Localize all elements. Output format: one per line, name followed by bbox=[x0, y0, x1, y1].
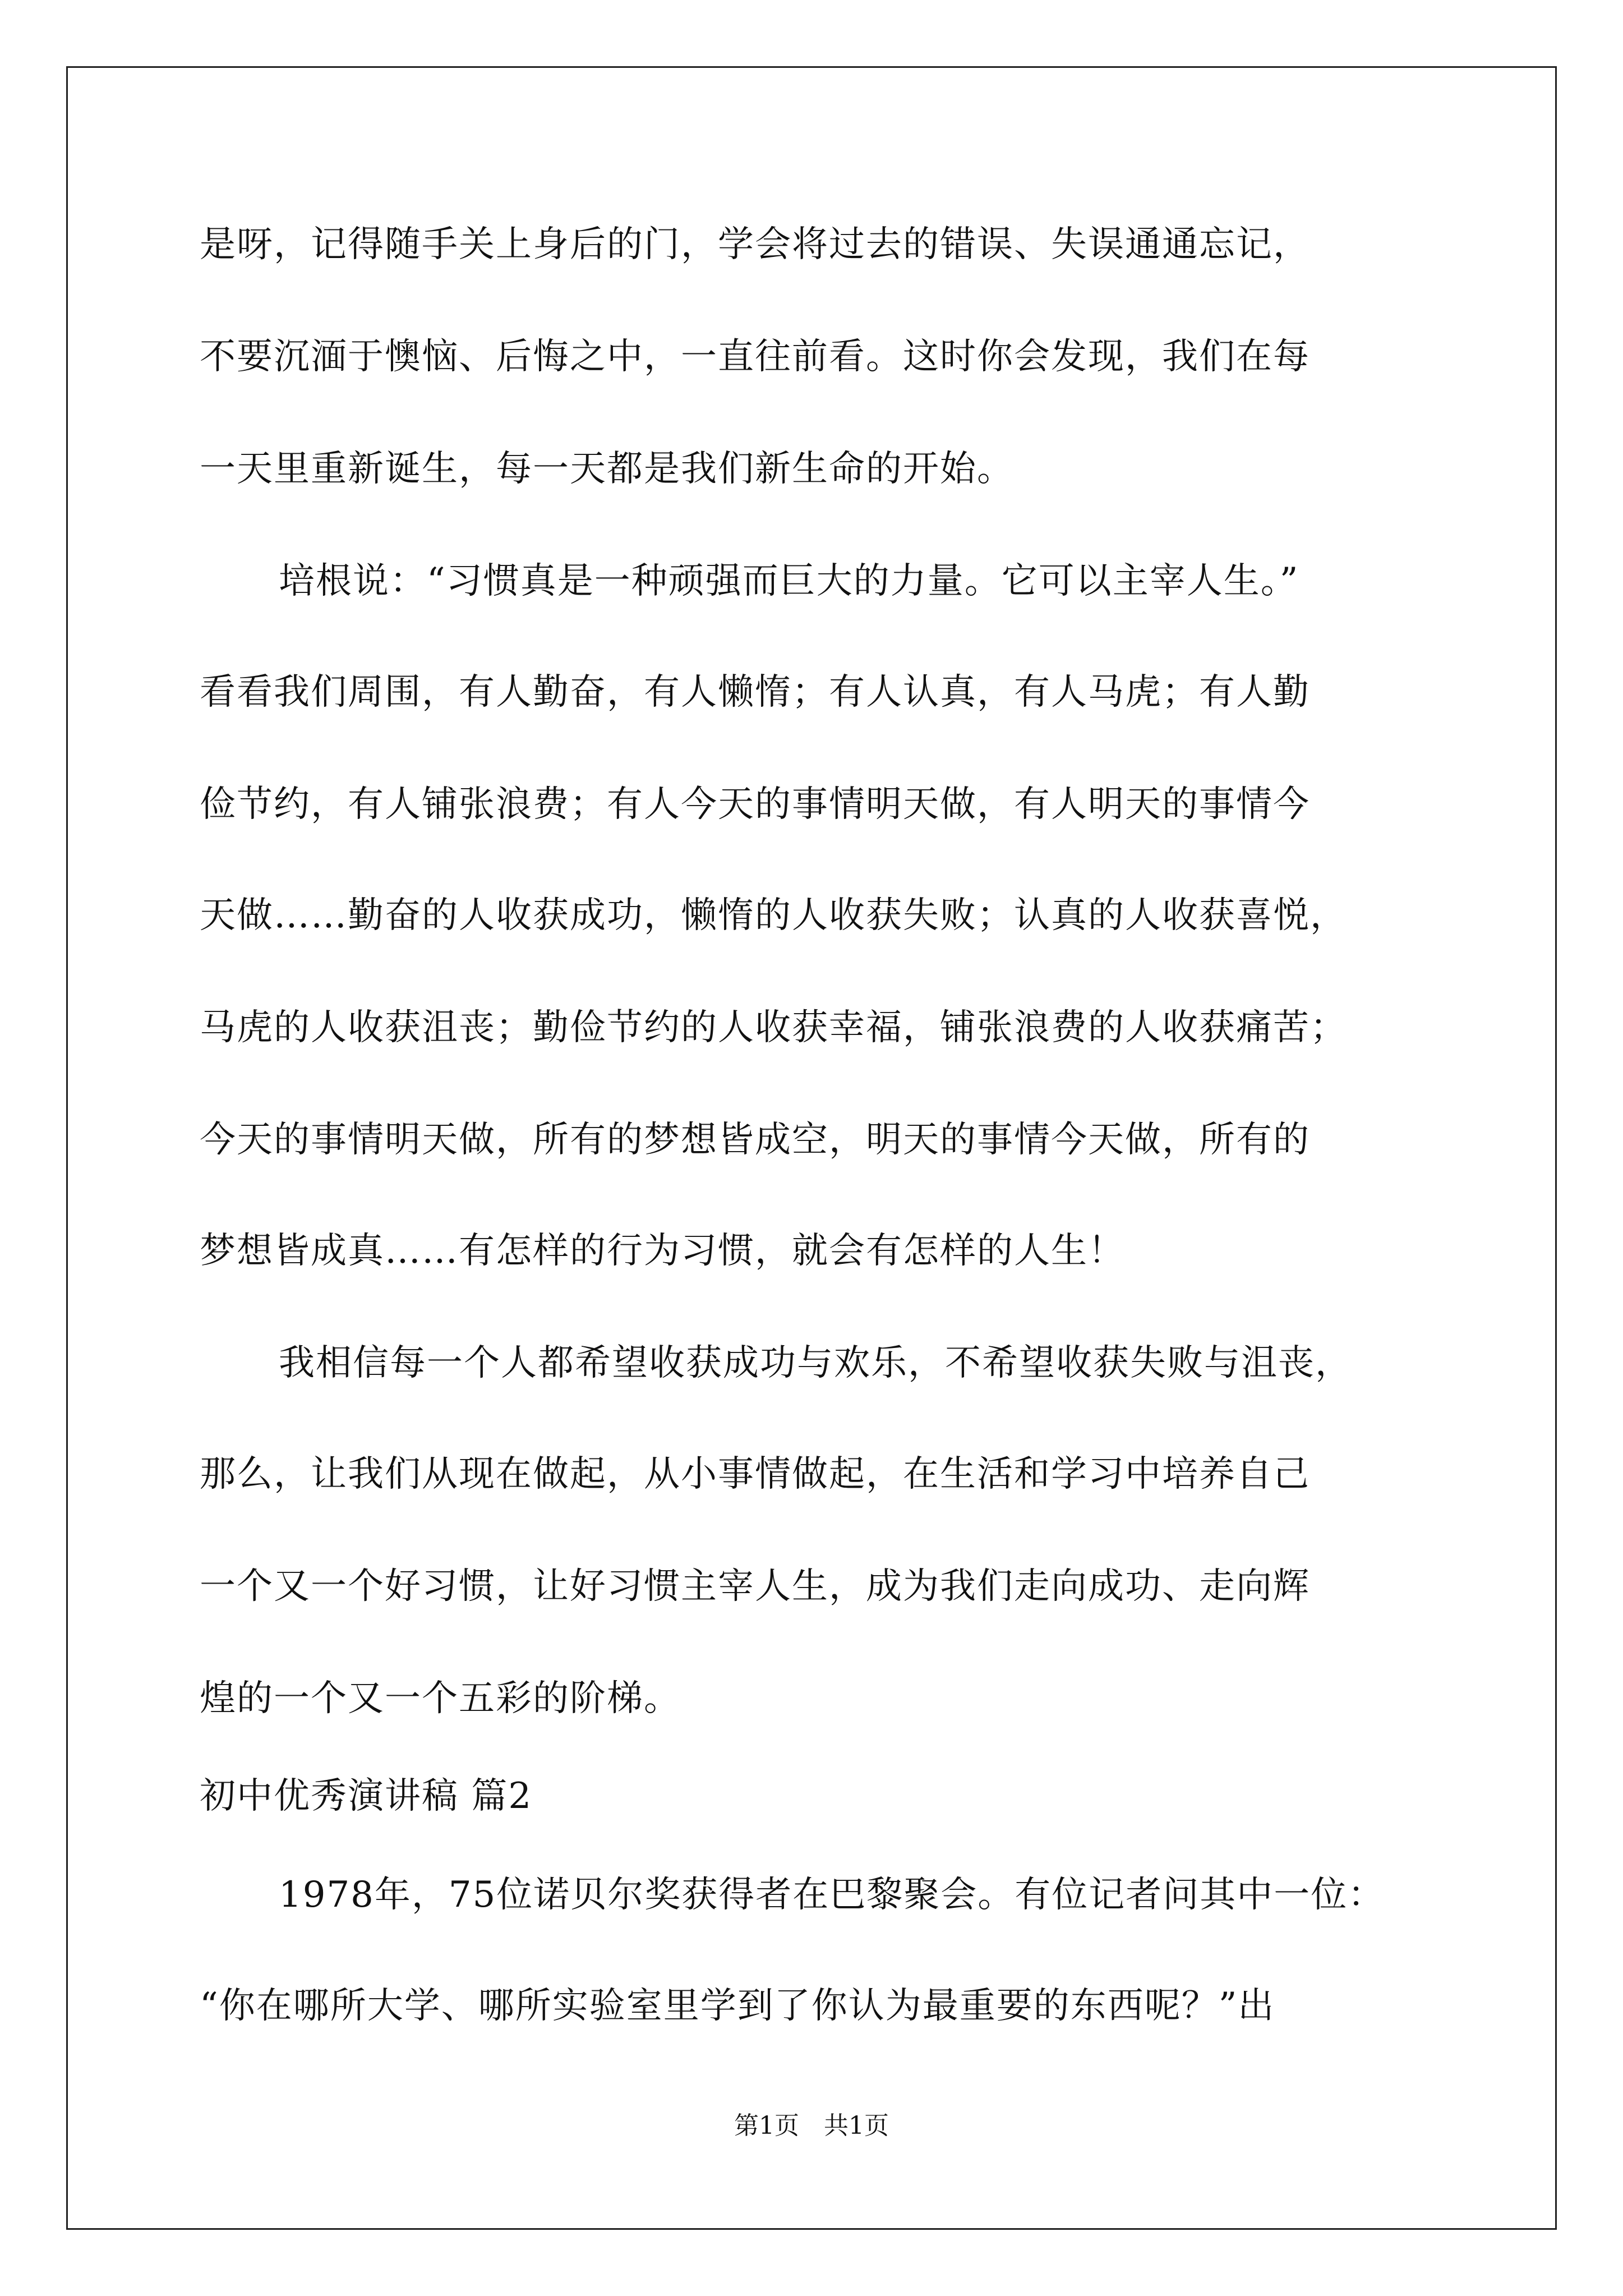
page-footer: 第1页 共1页 bbox=[734, 2111, 889, 2140]
text-line-12: 那么，让我们从现在做起，从小事情做起，在生活和学习中培养自己 bbox=[200, 1453, 1310, 1495]
text-line-9: 今天的事情明天做，所有的梦想皆成空，明天的事情今天做，所有的 bbox=[200, 1119, 1310, 1161]
paragraph-4-start: 1978年，75位诺贝尔奖获得者在巴黎聚会。有位记者问其中一位： bbox=[279, 1874, 1385, 1916]
text-line-14: 煌的一个又一个五彩的阶梯。 bbox=[200, 1678, 681, 1719]
text-line-6: 俭节约，有人铺张浪费；有人今天的事情明天做，有人明天的事情今 bbox=[200, 784, 1310, 825]
paragraph-2-start: 培根说：“习惯真是一种顽强而巨大的力量。它可以主宰人生。” bbox=[279, 560, 1299, 602]
section-heading: 初中优秀演讲稿 篇2 bbox=[200, 1775, 533, 1817]
text-line-3: 一天里重新诞生，每一天都是我们新生命的开始。 bbox=[200, 448, 1014, 490]
paragraph-3-start: 我相信每一个人都希望收获成功与欢乐，不希望收获失败与沮丧， bbox=[279, 1342, 1352, 1384]
text-line-10: 梦想皆成真……有怎样的行为习惯，就会有怎样的人生！ bbox=[200, 1230, 1125, 1272]
text-line-7: 天做……勤奋的人收获成功，懒惰的人收获失败；认真的人收获喜悦， bbox=[200, 895, 1347, 936]
text-line-5: 看看我们周围，有人勤奋，有人懒惰；有人认真，有人马虎；有人勤 bbox=[200, 671, 1310, 713]
text-line-8: 马虎的人收获沮丧；勤俭节约的人收获幸福，铺张浪费的人收获痛苦； bbox=[200, 1007, 1347, 1048]
text-line-17: “你在哪所大学、哪所实验室里学到了你认为最重要的东西呢？”出 bbox=[200, 1985, 1275, 2027]
text-line-1: 是呀，记得随手关上身后的门，学会将过去的错误、失误通通忘记， bbox=[200, 224, 1310, 265]
text-line-2: 不要沉湎于懊恼、后悔之中，一直往前看。这时你会发现，我们在每 bbox=[200, 336, 1310, 378]
text-line-13: 一个又一个好习惯，让好习惯主宰人生，成为我们走向成功、走向辉 bbox=[200, 1566, 1310, 1607]
